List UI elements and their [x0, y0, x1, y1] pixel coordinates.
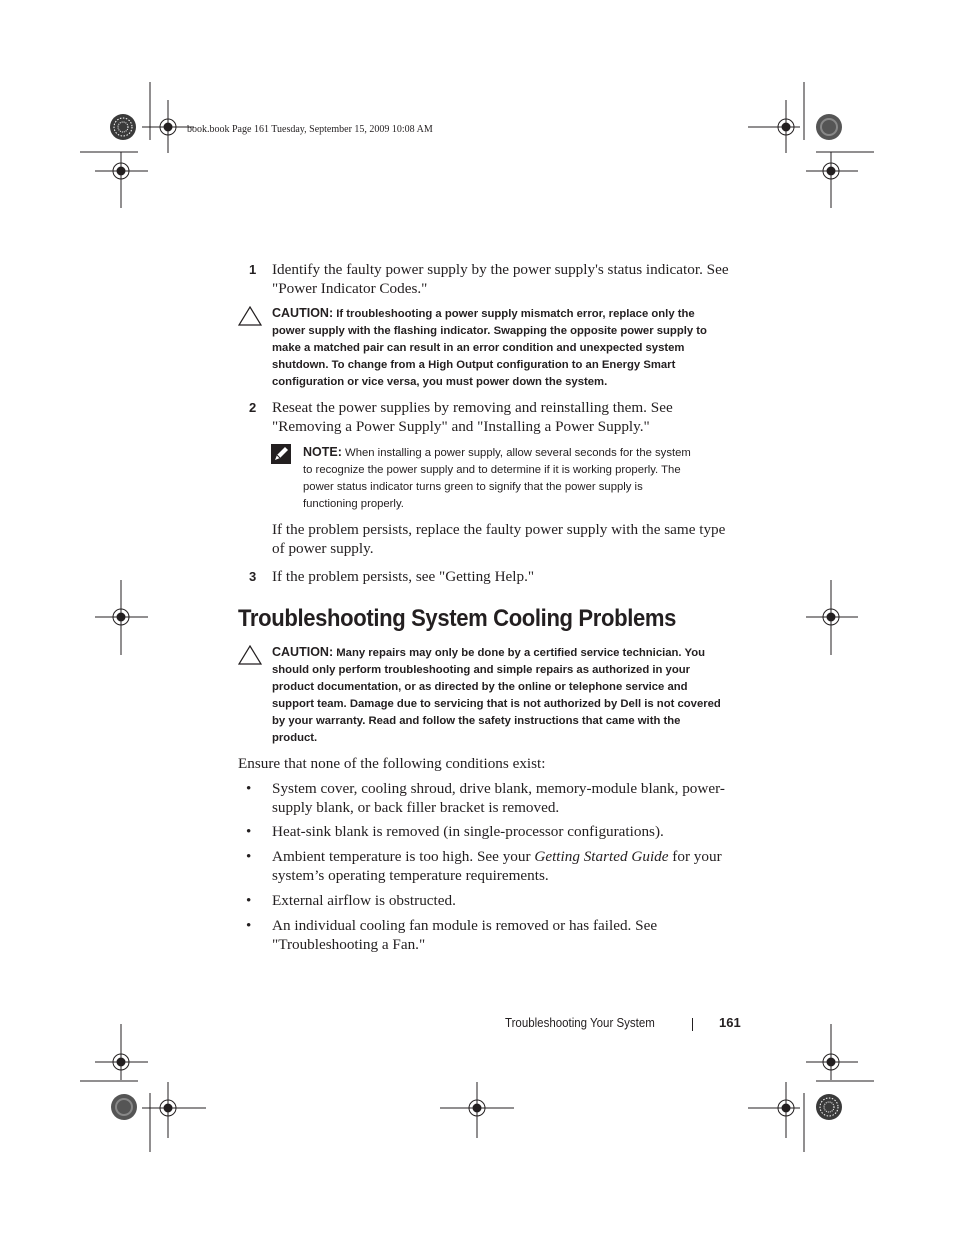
- text-line: Reseat the power supplies by removing and reinstalling them. See: [272, 399, 673, 416]
- text-line: configuration or vice versa, you must power down the system.: [272, 376, 608, 388]
- text-line: System cover, cooling shroud, drive blank, memory-module blank, power-: [272, 780, 725, 797]
- text-line: support team. Damage due to servicing that is not authorized by Dell is not covered: [272, 698, 721, 710]
- text-line: functioning properly.: [303, 498, 404, 510]
- text-line: product documentation, or as directed by the online or telephone service and: [272, 681, 688, 693]
- step-text: [272, 398, 742, 436]
- text-line: supply blank, or back filler bracket is removed.: [272, 799, 560, 816]
- note-pencil-icon: [271, 444, 291, 464]
- text-line: shutdown. To change from a High Output configuration to an Energy Smart: [272, 359, 676, 371]
- page-number: 161: [719, 1015, 741, 1030]
- guide-title: Getting Started Guide: [534, 848, 669, 865]
- paragraph: [272, 520, 742, 558]
- list-item: External airflow is obstructed.: [272, 892, 456, 909]
- text-line: If the problem persists, replace the faulty power supply with the same type: [272, 521, 726, 538]
- list-item: [272, 916, 742, 954]
- text-line: An individual cooling fan module is removed or has failed. See: [272, 917, 658, 934]
- list-item: Heat-sink blank is removed (in single-processor configurations).: [272, 823, 664, 840]
- text-line: If troubleshooting a power supply mismatch error, replace only the: [336, 308, 695, 320]
- text-line: "Removing a Power Supply" and "Installing a Power Supply.": [272, 418, 650, 435]
- caution-notice: [272, 644, 742, 747]
- text-line: power supply with the flashing indicator. Swapping the opposite power supply to: [272, 325, 707, 337]
- text-line: product.: [272, 732, 318, 744]
- bullet-symbol: •: [246, 780, 252, 797]
- text-line: should only perform troubleshooting and simple repairs as authorized in your: [272, 664, 691, 676]
- text-span: Ambient temperature is too high. See your: [272, 848, 535, 865]
- note-notice: [303, 444, 743, 513]
- caution-label: CAUTION:: [272, 306, 334, 320]
- text-line: to recognize the power supply and to determine if it is working properly. The: [303, 464, 681, 476]
- step-text: [272, 260, 742, 298]
- text-line: make a matched pair can result in an error condition and unexpected system: [272, 342, 685, 354]
- bullet-symbol: •: [246, 892, 252, 909]
- caution-notice: [272, 305, 742, 391]
- text-line: "Power Indicator Codes.": [272, 280, 428, 297]
- caution-triangle-icon: [238, 306, 262, 326]
- list-item: [272, 847, 742, 885]
- footer-section-title: Troubleshooting Your System: [505, 1016, 655, 1030]
- caution-triangle-icon: [238, 645, 262, 665]
- text-line: "Troubleshooting a Fan.": [272, 936, 426, 953]
- text-line: of power supply.: [272, 540, 374, 557]
- step-number: 3: [249, 569, 257, 584]
- text-line: If the problem persists, see "Getting Help.": [272, 568, 535, 585]
- text-line: Identify the faulty power supply by the power supply's status indicator. See: [272, 261, 729, 278]
- section-heading: Troubleshooting System Cooling Problems: [238, 605, 677, 632]
- list-item: [272, 779, 742, 817]
- caution-label: CAUTION:: [272, 645, 334, 659]
- text-span: for your: [668, 848, 722, 865]
- step-text: [272, 567, 742, 586]
- text-line: Many repairs may only be done by a certified service technician. You: [336, 647, 705, 659]
- bullet-symbol: •: [246, 848, 252, 865]
- bullet-symbol: •: [246, 823, 252, 840]
- print-header: book.book Page 161 Tuesday, September 15, 2009 10:08 AM: [187, 124, 433, 135]
- footer-divider: [692, 1018, 693, 1031]
- step-number: 1: [249, 262, 257, 277]
- text-line: by your warranty. Read and follow the safety instructions that came with the: [272, 715, 681, 727]
- note-label: NOTE:: [303, 445, 342, 459]
- text-line: power status indicator turns green to signify that the power supply is: [303, 481, 643, 493]
- text-line: system’s operating temperature requirements.: [272, 867, 549, 884]
- intro-paragraph: Ensure that none of the following conditions exist:: [238, 755, 546, 772]
- step-number: 2: [249, 400, 257, 415]
- bullet-symbol: •: [246, 917, 252, 934]
- text-line: When installing a power supply, allow several seconds for the system: [345, 447, 691, 459]
